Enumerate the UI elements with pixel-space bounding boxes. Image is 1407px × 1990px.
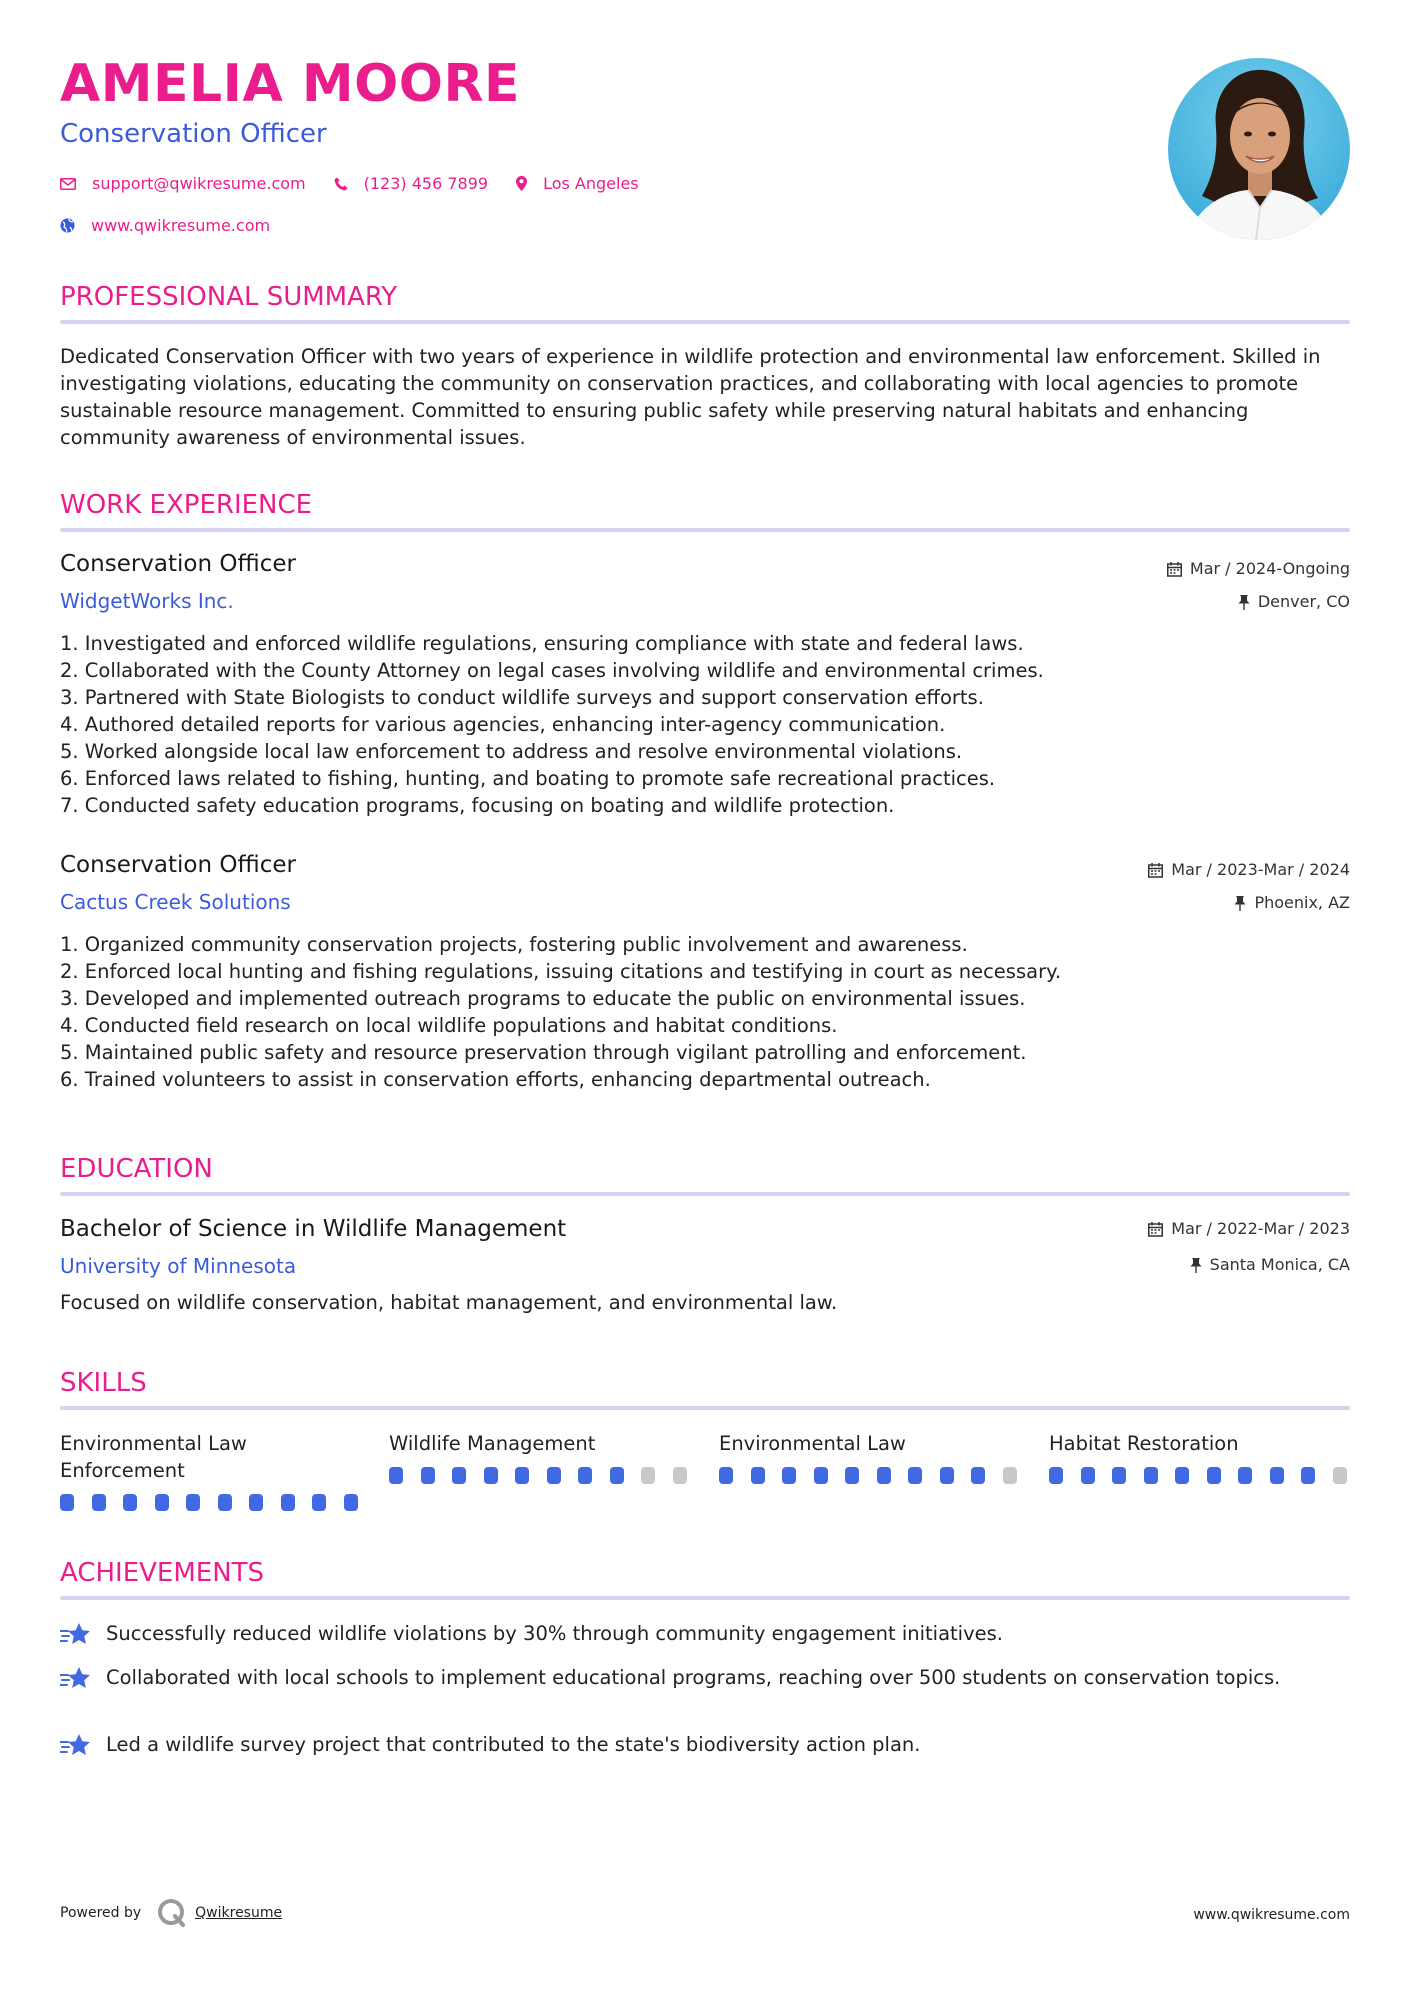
education-description: Focused on wildlife conservation, habitat management, and environmental law. (60, 1291, 838, 1314)
achievement-text: Collaborated with local schools to implement educational programs, reaching over 500 students on conservation topics. (106, 1666, 1281, 1689)
skill-name: Environmental Law (719, 1432, 906, 1455)
job-bullet: 6. Enforced laws related to fishing, hunting, and boating to promote safe recreational practices. (60, 767, 996, 790)
rating-dot-filled (971, 1467, 985, 1484)
skill-rating (60, 1494, 375, 1511)
candidate-name: AMELIA MOORE (60, 54, 521, 114)
skill-rating (389, 1467, 704, 1484)
education-location-text: Santa Monica, CA (1209, 1255, 1350, 1274)
pushpin-icon (1190, 1258, 1202, 1273)
achievements-divider (60, 1596, 1350, 1600)
footer-powered-by (60, 1898, 282, 1928)
job-bullet: 3. Partnered with State Biologists to conduct wildlife surveys and support conservation efforts. (60, 686, 984, 709)
rating-dot-filled (515, 1467, 529, 1484)
rating-dot-filled (782, 1467, 796, 1484)
website-text: www.qwikresume.com (91, 216, 271, 235)
rating-dot-filled (484, 1467, 498, 1484)
achievement-text: Led a wildlife survey project that contributed to the state's biodiversity action plan. (106, 1733, 921, 1756)
star-icon (60, 1666, 92, 1692)
rating-dot-filled (186, 1494, 200, 1511)
location-text: Los Angeles (543, 174, 639, 193)
profile-photo (1168, 58, 1350, 240)
job-bullet: 4. Conducted field research on local wildlife populations and habitat conditions. (60, 1014, 838, 1037)
job-bullet: 2. Enforced local hunting and fishing regulations, issuing citations and testifying in court as necessary. (60, 960, 1062, 983)
skill-rating (719, 1467, 1034, 1484)
achievement-item (60, 1664, 1350, 1692)
skills-heading: SKILLS (60, 1368, 147, 1398)
job-dates-text: Mar / 2023-Mar / 2024 (1171, 860, 1350, 879)
achievements-heading: ACHIEVEMENTS (60, 1558, 265, 1588)
rating-dot-filled (578, 1467, 592, 1484)
rating-dot-empty (641, 1467, 655, 1484)
phone-text: (123) 456 7899 (363, 174, 489, 193)
job-bullet: 4. Authored detailed reports for various agencies, enhancing inter-agency communication. (60, 713, 946, 736)
job-bullet: 6. Trained volunteers to assist in conservation efforts, enhancing departmental outreach. (60, 1068, 931, 1091)
contact-location (516, 174, 639, 193)
pushpin-icon (1234, 896, 1246, 911)
rating-dot-filled (877, 1467, 891, 1484)
rating-dot-filled (908, 1467, 922, 1484)
job-company: WidgetWorks Inc. (60, 589, 234, 613)
contact-row-2 (60, 216, 298, 235)
rating-dot-filled (421, 1467, 435, 1484)
email-text: support@qwikresume.com (92, 174, 306, 193)
calendar-icon (1148, 1222, 1163, 1237)
education-location (1190, 1257, 1350, 1273)
rating-dot-filled (155, 1494, 169, 1511)
job-bullet: 1. Investigated and enforced wildlife regulations, ensuring compliance with state and federal laws. (60, 632, 1024, 655)
job-company: Cactus Creek Solutions (60, 890, 291, 914)
job-title: Conservation Officer (60, 551, 296, 577)
summary-divider (60, 320, 1350, 324)
rating-dot-filled (60, 1494, 74, 1511)
rating-dot-filled (1270, 1467, 1284, 1484)
school-name: University of Minnesota (60, 1254, 297, 1278)
rating-dot-filled (547, 1467, 561, 1484)
rating-dot-filled (1301, 1467, 1315, 1484)
job-title: Conservation Officer (60, 852, 296, 878)
rating-dot-filled (123, 1494, 137, 1511)
achievement-item (60, 1620, 1350, 1648)
job-bullet: 3. Developed and implemented outreach programs to educate the public on environmental issues. (60, 987, 1026, 1010)
skill-name: Wildlife Management (389, 1432, 596, 1455)
qwikresume-logo-icon (157, 1898, 187, 1928)
rating-dot-filled (218, 1494, 232, 1511)
envelope-icon (60, 178, 76, 190)
job-location (1238, 594, 1350, 610)
star-icon (60, 1622, 92, 1648)
experience-heading: WORK EXPERIENCE (60, 490, 313, 520)
skill-rating (1049, 1467, 1364, 1484)
contact-row-1 (60, 174, 667, 193)
job-location (1234, 895, 1350, 911)
map-pin-icon (516, 176, 527, 191)
rating-dot-filled (814, 1467, 828, 1484)
education-heading: EDUCATION (60, 1154, 213, 1184)
degree-title: Bachelor of Science in Wildlife Management (60, 1216, 567, 1242)
job-location-text: Phoenix, AZ (1254, 893, 1350, 912)
skill-name: Environmental Law Enforcement (60, 1432, 247, 1482)
rating-dot-empty (1003, 1467, 1017, 1484)
job-dates (1167, 561, 1350, 577)
job-location-text: Denver, CO (1257, 592, 1350, 611)
skill-item (60, 1430, 360, 1484)
rating-dot-filled (249, 1494, 263, 1511)
job-bullet: 7. Conducted safety education programs, focusing on boating and wildlife protection. (60, 794, 895, 817)
summary-heading: PROFESSIONAL SUMMARY (60, 282, 398, 312)
star-icon (60, 1733, 92, 1759)
globe-icon (60, 218, 75, 233)
job-dates-text: Mar / 2024-Ongoing (1189, 559, 1350, 578)
candidate-title: Conservation Officer (60, 119, 327, 149)
rating-dot-filled (940, 1467, 954, 1484)
contact-website[interactable] (60, 216, 270, 235)
skill-item (719, 1430, 1019, 1457)
rating-dot-filled (1238, 1467, 1252, 1484)
contact-phone[interactable] (334, 174, 488, 193)
skill-name: Habitat Restoration (1049, 1432, 1239, 1455)
rating-dot-filled (389, 1467, 403, 1484)
job-bullets (60, 931, 1350, 1093)
job-bullet: 5. Maintained public safety and resource preservation through vigilant patrolling and enforcement. (60, 1041, 1027, 1064)
skill-item (389, 1430, 689, 1457)
skill-item (1049, 1430, 1349, 1457)
rating-dot-filled (1144, 1467, 1158, 1484)
achievement-text: Successfully reduced wildlife violations by 30% through community engagement initiatives. (106, 1622, 1003, 1645)
rating-dot-filled (92, 1494, 106, 1511)
job-bullets (60, 630, 1350, 819)
rating-dot-filled (452, 1467, 466, 1484)
rating-dot-filled (751, 1467, 765, 1484)
rating-dot-filled (610, 1467, 624, 1484)
rating-dot-filled (1081, 1467, 1095, 1484)
calendar-icon (1167, 562, 1182, 577)
job-bullet: 2. Collaborated with the County Attorney on legal cases involving wildlife and environmental crimes. (60, 659, 1044, 682)
job-bullet: 1. Organized community conservation projects, fostering public involvement and awareness. (60, 933, 968, 956)
rating-dot-filled (1175, 1467, 1189, 1484)
rating-dot-empty (1333, 1467, 1347, 1484)
rating-dot-filled (845, 1467, 859, 1484)
summary-text: Dedicated Conservation Officer with two years of experience in wildlife protection and environmental law enforcement. Skilled in investigating violations, educating the community on conservation practices, and collaborating with local agencies to promote sustainable resource management. Committed to ensuring public safety while preserving natural habitats and enhancing community awareness of environmental issues. (60, 345, 1321, 449)
achievement-item (60, 1731, 1350, 1759)
education-divider (60, 1192, 1350, 1196)
rating-dot-filled (719, 1467, 733, 1484)
pushpin-icon (1238, 595, 1250, 610)
rating-dot-filled (344, 1494, 358, 1511)
education-dates (1148, 1221, 1350, 1237)
rating-dot-empty (673, 1467, 687, 1484)
rating-dot-filled (281, 1494, 295, 1511)
rating-dot-filled (1207, 1467, 1221, 1484)
education-dates-text: Mar / 2022-Mar / 2023 (1171, 1219, 1350, 1238)
brand-link[interactable]: Qwikresume (195, 1905, 283, 1921)
calendar-icon (1148, 863, 1163, 878)
rating-dot-filled (312, 1494, 326, 1511)
job-bullet: 5. Worked alongside local law enforcement to address and resolve environmental violations. (60, 740, 963, 763)
rating-dot-filled (1112, 1467, 1126, 1484)
skills-divider (60, 1406, 1350, 1410)
experience-divider (60, 528, 1350, 532)
phone-icon (334, 177, 348, 191)
powered-by-label: Powered by (60, 1905, 142, 1921)
rating-dot-filled (1049, 1467, 1063, 1484)
footer-website[interactable]: www.qwikresume.com (1193, 1907, 1350, 1923)
job-dates (1148, 862, 1350, 878)
contact-email[interactable] (60, 174, 306, 193)
